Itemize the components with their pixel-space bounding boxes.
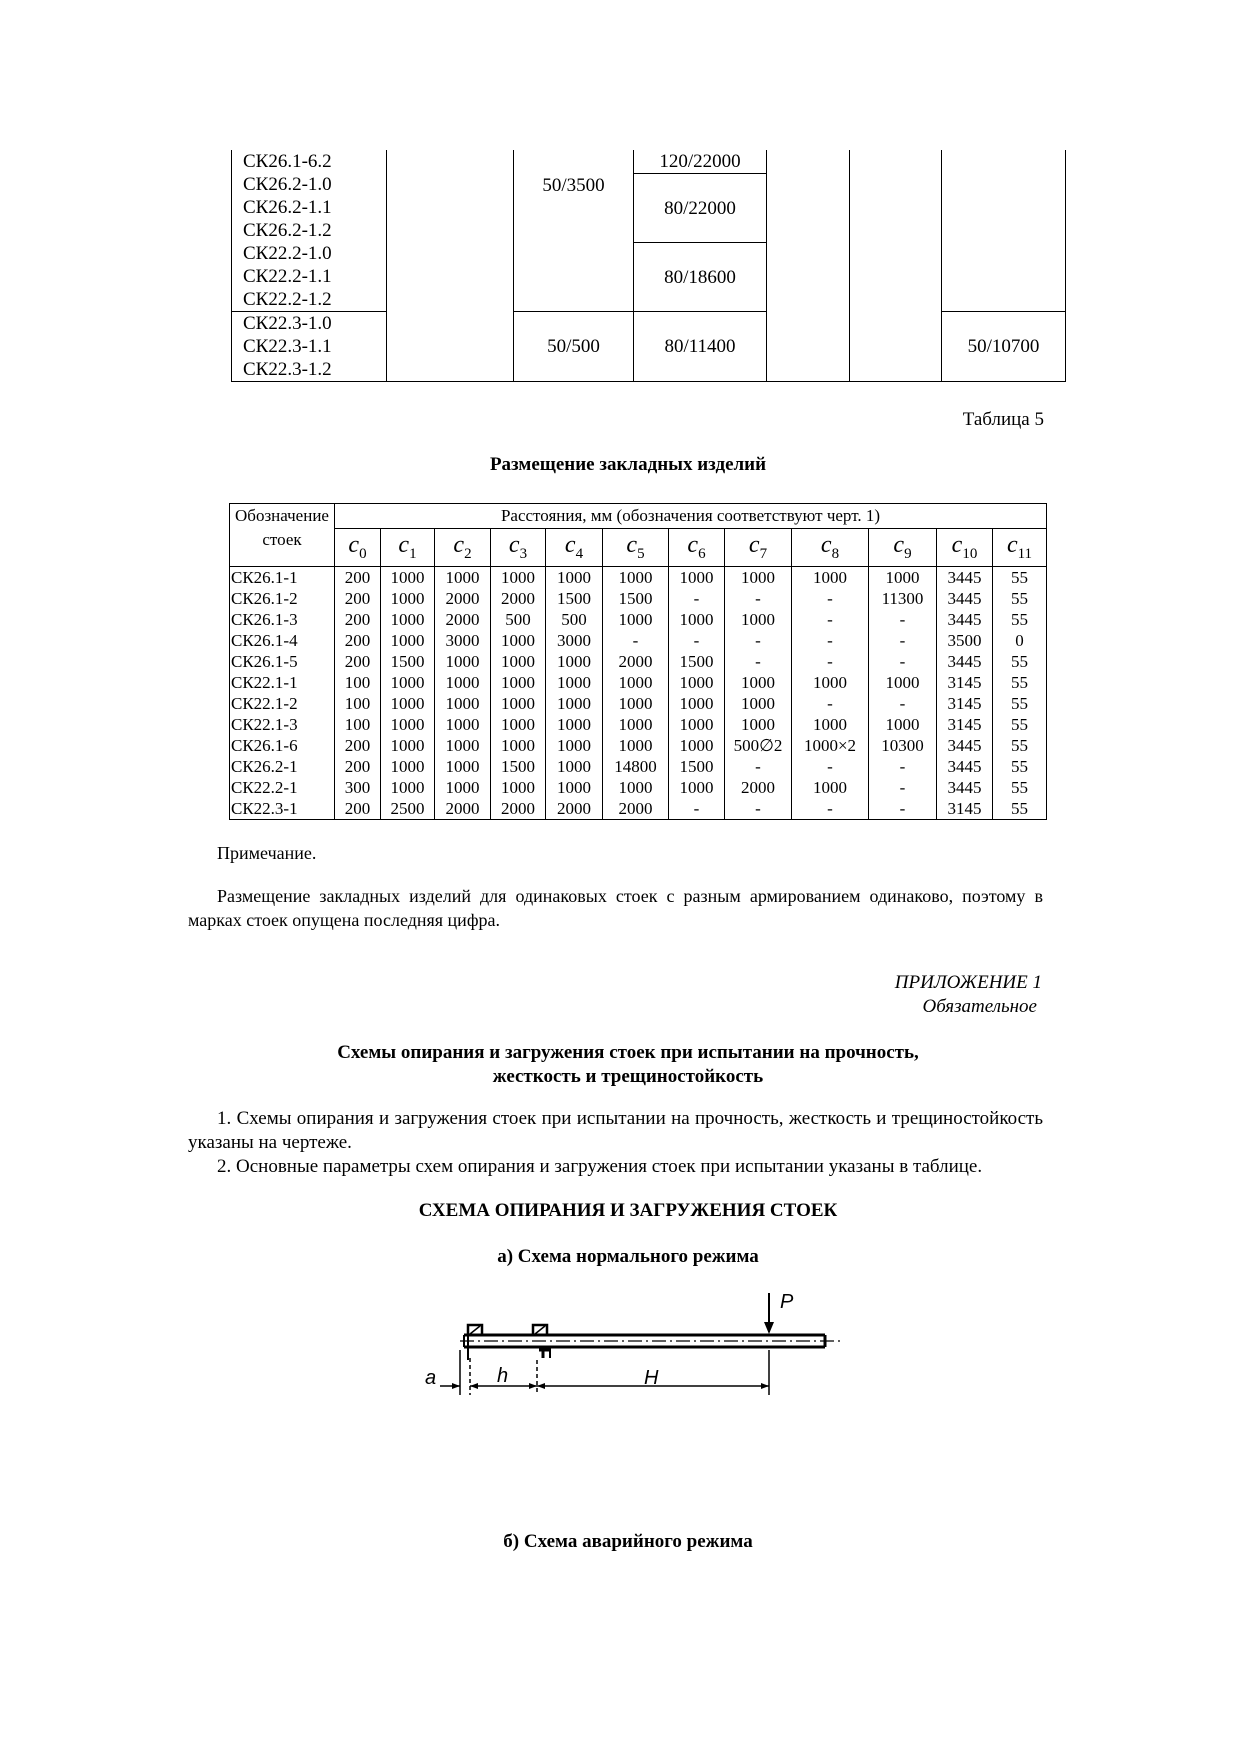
cell-value: 10300 <box>869 735 937 756</box>
table-5-body <box>230 567 1047 820</box>
cell-value: - <box>869 798 937 820</box>
scheme-a-title: а) Схема нормального режима <box>497 1246 759 1267</box>
table-row <box>230 588 1047 609</box>
cell-value: 1000 <box>725 567 792 589</box>
symbol-letter: $c_1$ <box>398 532 417 562</box>
cell-value: - <box>725 756 792 777</box>
symbol-letter: $c_8$ <box>820 532 840 562</box>
cell-value: 200 <box>335 609 381 630</box>
cell-value: 1000 <box>669 693 725 714</box>
designation: СК26.2-1.0 <box>243 174 332 195</box>
table-row <box>230 777 1047 798</box>
cell-value: 55 <box>993 693 1047 714</box>
note-text: Размещение закладных изделий для одинаковых стоек с разным армированием одинаково, поэтому в марках стоек опущена последняя цифра. <box>188 886 1043 930</box>
symbol-letter: $c_{10}$ <box>951 532 978 562</box>
cell-value: 1000 <box>435 756 491 777</box>
cell-value: 1000 <box>435 735 491 756</box>
cell-value: 1000 <box>603 693 669 714</box>
cell-value: 1000 <box>435 567 491 589</box>
cell-value: 500 <box>491 609 546 630</box>
cell-value: 1000 <box>669 567 725 589</box>
row-designation: СК22.1-1 <box>230 672 335 693</box>
cell-value: 1000 <box>792 672 869 693</box>
t4-value: 50/500 <box>547 336 600 357</box>
cell-value: 1000 <box>669 609 725 630</box>
table-row <box>230 756 1047 777</box>
appendix-title-line1: Схемы опирания и загружения стоек при испытании на прочность, <box>337 1042 919 1063</box>
table-label: Таблица 5 <box>962 409 1044 430</box>
cell-value: 200 <box>335 798 381 820</box>
cell-value: 3000 <box>435 630 491 651</box>
cell-value: 1000 <box>669 672 725 693</box>
cell-value: 1000 <box>792 714 869 735</box>
cell-value: 3445 <box>937 777 993 798</box>
symbol-index: 2 <box>464 545 472 562</box>
designation: СК22.2-1.2 <box>243 289 332 310</box>
row-designation: СК22.2-1 <box>230 777 335 798</box>
cell-value: 200 <box>335 588 381 609</box>
cell-value: - <box>792 693 869 714</box>
cell-value: 3145 <box>937 693 993 714</box>
t4-cell <box>634 243 767 312</box>
cell-value: 1000 <box>603 672 669 693</box>
cell-value: 1000 <box>546 693 603 714</box>
t4-value: 50/3500 <box>542 175 605 196</box>
cell-value: 55 <box>993 714 1047 735</box>
cell-value: 300 <box>335 777 381 798</box>
note-heading: Примечание. <box>217 843 317 863</box>
table-title: Размещение закладных изделий <box>489 454 767 475</box>
cell-value: 1000 <box>381 735 435 756</box>
cell-value: 500∅2 <box>725 735 792 756</box>
normal-mode-scheme-drawing <box>420 1288 850 1428</box>
row-designation: СК26.1-5 <box>230 651 335 672</box>
cell-value: 55 <box>993 609 1047 630</box>
header-symbol-c11 <box>993 529 1047 567</box>
cell-value: - <box>669 630 725 651</box>
scheme-title: СХЕМА ОПИРАНИЯ И ЗАГРУЖЕНИЯ СТОЕК <box>418 1200 838 1221</box>
cell-value: 1000×2 <box>792 735 869 756</box>
symbol-letter: $c_4$ <box>564 532 584 562</box>
cell-value: 1000 <box>792 567 869 589</box>
cell-value: 1000 <box>546 672 603 693</box>
cell-value: 1000 <box>435 651 491 672</box>
cell-value: 3000 <box>546 630 603 651</box>
cell-value: 1000 <box>491 630 546 651</box>
table-row <box>230 714 1047 735</box>
t4-value: 80/11400 <box>664 336 736 357</box>
header-symbol-c7 <box>725 529 792 567</box>
designation: СК26.2-1.2 <box>243 220 332 241</box>
cell-value: 1000 <box>381 714 435 735</box>
t4-cell <box>514 312 634 382</box>
cell-value: 200 <box>335 567 381 589</box>
table-row <box>230 567 1047 589</box>
symbol-letter: $c_2$ <box>453 532 472 562</box>
table-row <box>230 672 1047 693</box>
cell-value: 1500 <box>669 756 725 777</box>
cell-value: 3145 <box>937 672 993 693</box>
header-symbol-c0 <box>335 529 381 567</box>
appendix-title-line2: жесткость и трещиностойкость <box>492 1066 764 1087</box>
cell-value: 2000 <box>725 777 792 798</box>
load-label: P <box>780 1291 794 1313</box>
cell-value: 3445 <box>937 588 993 609</box>
cell-value: - <box>869 693 937 714</box>
cell-value: 2000 <box>603 798 669 820</box>
cell-value: - <box>603 630 669 651</box>
cell-value: 1000 <box>669 777 725 798</box>
cell-value: 1000 <box>669 735 725 756</box>
symbol-letter: $c_{11}$ <box>1006 532 1033 562</box>
designation: СК22.2-1.0 <box>243 243 332 264</box>
designation: СК26.1-6.2 <box>243 151 332 172</box>
cell-value: - <box>792 588 869 609</box>
cell-value: 1000 <box>491 672 546 693</box>
cell-value: 1000 <box>725 693 792 714</box>
cell-value: 3445 <box>937 567 993 589</box>
symbol-index: 4 <box>575 545 584 562</box>
cell-value: - <box>725 798 792 820</box>
t4-cell <box>942 312 1066 382</box>
cell-value: 1000 <box>603 714 669 735</box>
cell-value: 1500 <box>491 756 546 777</box>
symbol-letter: $c_0$ <box>348 532 367 562</box>
cell-value: - <box>869 651 937 672</box>
header-symbol-c6 <box>669 529 725 567</box>
row-designation: СК26.1-1 <box>230 567 335 589</box>
t4-value: 80/22000 <box>664 197 736 219</box>
cell-value: 1000 <box>546 756 603 777</box>
cell-value: 1000 <box>381 693 435 714</box>
row-designation: СК22.1-3 <box>230 714 335 735</box>
cell-value: 1000 <box>491 735 546 756</box>
cell-value: 1000 <box>381 756 435 777</box>
cell-value: - <box>792 651 869 672</box>
designation: СК22.3-1.1 <box>243 336 332 357</box>
cell-value: 1000 <box>491 693 546 714</box>
symbol-index: 11 <box>1017 545 1033 562</box>
cell-value: 11300 <box>869 588 937 609</box>
designations-cell-b <box>232 312 387 382</box>
header-designation-line1: Обозначение <box>235 506 329 525</box>
cell-value: 1500 <box>546 588 603 609</box>
cell-value: 1000 <box>381 672 435 693</box>
cell-value: 1000 <box>725 672 792 693</box>
cell-value: 3445 <box>937 609 993 630</box>
symbol-index: 0 <box>359 545 367 562</box>
cell-value: 3145 <box>937 798 993 820</box>
cell-value: 3500 <box>937 630 993 651</box>
cell-value: 1000 <box>381 609 435 630</box>
cell-value: 1000 <box>546 567 603 589</box>
cell-value: 3445 <box>937 735 993 756</box>
cell-value: 1000 <box>669 714 725 735</box>
designation: СК22.3-1.0 <box>243 313 332 334</box>
cell-value: 55 <box>993 672 1047 693</box>
cell-value: 1000 <box>725 609 792 630</box>
cell-value: - <box>725 588 792 609</box>
symbol-index: 3 <box>519 545 528 562</box>
cell-value: 55 <box>993 651 1047 672</box>
cell-value: 1000 <box>546 777 603 798</box>
cell-value: 1000 <box>546 735 603 756</box>
symbol-index: 7 <box>759 545 768 562</box>
cell-value: 100 <box>335 714 381 735</box>
dim-H-label: H <box>644 1367 659 1389</box>
appendix-label: ПРИЛОЖЕНИЕ 1 <box>894 972 1042 993</box>
cell-value: 2000 <box>435 609 491 630</box>
header-designation <box>230 504 335 567</box>
table-5 <box>229 503 1047 820</box>
scheme-b-title: б) Схема аварийного режима <box>503 1531 753 1552</box>
cell-value: 2000 <box>491 798 546 820</box>
cell-value: 200 <box>335 630 381 651</box>
cell-value: 1000 <box>491 714 546 735</box>
cell-value: 55 <box>993 735 1047 756</box>
t4-cell <box>634 174 767 243</box>
cell-value: 2000 <box>435 588 491 609</box>
cell-value: 1000 <box>792 777 869 798</box>
cell-value: 2000 <box>435 798 491 820</box>
t4-value: 50/10700 <box>967 336 1040 357</box>
symbol-index: 6 <box>698 545 706 562</box>
cell-value: - <box>792 630 869 651</box>
table-4-continuation <box>231 150 1066 382</box>
table-row <box>230 609 1047 630</box>
appendix-title <box>0 1041 1240 1089</box>
cell-value: - <box>669 798 725 820</box>
cell-value: - <box>725 630 792 651</box>
header-symbol-c1 <box>381 529 435 567</box>
cell-value: 1000 <box>603 567 669 589</box>
header-symbol-c4 <box>546 529 603 567</box>
cell-value: 200 <box>335 756 381 777</box>
appendix-paragraph-2: 2. Основные параметры схем опирания и загружения стоек при испытании указаны в таблице. <box>217 1156 983 1177</box>
cell-value: 1000 <box>603 735 669 756</box>
cell-value: - <box>869 756 937 777</box>
cell-value: 14800 <box>603 756 669 777</box>
cell-value: 500 <box>546 609 603 630</box>
symbol-letter: $c_6$ <box>687 532 706 562</box>
header-symbol-c10 <box>937 529 993 567</box>
header-symbol-c5 <box>603 529 669 567</box>
symbol-letter: $c_9$ <box>893 532 912 562</box>
table-row <box>230 630 1047 651</box>
cell-value: 2000 <box>603 651 669 672</box>
symbol-index: 10 <box>962 545 978 562</box>
cell-value: 1000 <box>603 609 669 630</box>
appendix-status: Обязательное <box>922 996 1037 1017</box>
designation: СК26.2-1.1 <box>243 197 332 218</box>
cell-value: - <box>725 651 792 672</box>
header-symbol-c9 <box>869 529 937 567</box>
cell-value: 1000 <box>869 567 937 589</box>
cell-value: - <box>792 756 869 777</box>
t4-cell <box>634 312 767 382</box>
cell-value: 1000 <box>491 777 546 798</box>
t4-cell <box>634 150 767 174</box>
symbol-index: 9 <box>904 545 912 562</box>
t4-value: 80/18600 <box>664 266 736 288</box>
cell-value: 3445 <box>937 756 993 777</box>
header-symbol-c8 <box>792 529 869 567</box>
cell-value: 1000 <box>725 714 792 735</box>
symbol-index: 1 <box>409 545 417 562</box>
cell-value: 1000 <box>381 630 435 651</box>
cell-value: 2500 <box>381 798 435 820</box>
row-designation: СК26.1-4 <box>230 630 335 651</box>
symbol-letter: $c_3$ <box>508 532 528 562</box>
cell-value: 1000 <box>546 651 603 672</box>
symbol-letter: $c_5$ <box>626 532 645 562</box>
cell-value: 200 <box>335 735 381 756</box>
cell-value: 55 <box>993 567 1047 589</box>
row-designation: СК26.1-2 <box>230 588 335 609</box>
designations-cell-a <box>232 150 387 312</box>
header-symbol-c2 <box>435 529 491 567</box>
cell-value: 1500 <box>603 588 669 609</box>
cell-value: 1000 <box>603 777 669 798</box>
appendix-paragraph-1: 1. Схемы опирания и загружения стоек при испытании на прочность, жесткость и трещиностойкость указаны на чертеже. <box>188 1108 1043 1153</box>
t4-cell <box>514 150 634 312</box>
cell-value: 200 <box>335 651 381 672</box>
t4-value: 120/22000 <box>659 151 741 172</box>
row-designation: СК26.1-3 <box>230 609 335 630</box>
symbol-letter: $c_7$ <box>748 532 768 562</box>
table-row <box>230 798 1047 820</box>
dim-a-label: a <box>425 1367 437 1389</box>
header-designation-line2: стоек <box>262 530 302 549</box>
cell-value: 1000 <box>435 693 491 714</box>
row-designation: СК26.2-1 <box>230 756 335 777</box>
cell-value: 1000 <box>546 714 603 735</box>
cell-value: - <box>792 609 869 630</box>
header-symbols-row <box>230 529 1047 567</box>
row-designation: СК26.1-6 <box>230 735 335 756</box>
cell-value: - <box>869 777 937 798</box>
cell-value: 1500 <box>669 651 725 672</box>
cell-value: 1000 <box>435 672 491 693</box>
cell-value: 55 <box>993 588 1047 609</box>
cell-value: 1000 <box>435 714 491 735</box>
cell-value: 3145 <box>937 714 993 735</box>
header-distances: Расстояния, мм (обозначения соответствуют черт. 1) <box>335 504 1047 529</box>
cell-value: 100 <box>335 693 381 714</box>
symbol-index: 5 <box>637 545 645 562</box>
cell-value: 2000 <box>491 588 546 609</box>
symbol-index: 8 <box>831 545 840 562</box>
cell-value: 1000 <box>491 651 546 672</box>
row-designation: СК22.1-2 <box>230 693 335 714</box>
cell-value: 1000 <box>435 777 491 798</box>
cell-value: 1000 <box>381 588 435 609</box>
cell-value: 1000 <box>869 714 937 735</box>
table-row <box>230 693 1047 714</box>
designation: СК22.3-1.2 <box>243 359 332 380</box>
row-designation: СК22.3-1 <box>230 798 335 820</box>
cell-value: - <box>792 798 869 820</box>
table-row <box>230 735 1047 756</box>
cell-value: 1500 <box>381 651 435 672</box>
cell-value: - <box>869 609 937 630</box>
cell-value: 2000 <box>546 798 603 820</box>
cell-value: 100 <box>335 672 381 693</box>
cell-value: 55 <box>993 756 1047 777</box>
table-row <box>230 651 1047 672</box>
cell-value: 1000 <box>869 672 937 693</box>
cell-value: 3445 <box>937 651 993 672</box>
cell-value: - <box>869 630 937 651</box>
cell-value: 55 <box>993 777 1047 798</box>
cell-value: 55 <box>993 798 1047 820</box>
designation: СК22.2-1.1 <box>243 266 332 287</box>
cell-value: 1000 <box>381 567 435 589</box>
cell-value: 0 <box>993 630 1047 651</box>
cell-value: 1000 <box>381 777 435 798</box>
header-symbol-c3 <box>491 529 546 567</box>
cell-value: 1000 <box>491 567 546 589</box>
cell-value: - <box>669 588 725 609</box>
dim-h-label: h <box>497 1365 509 1387</box>
